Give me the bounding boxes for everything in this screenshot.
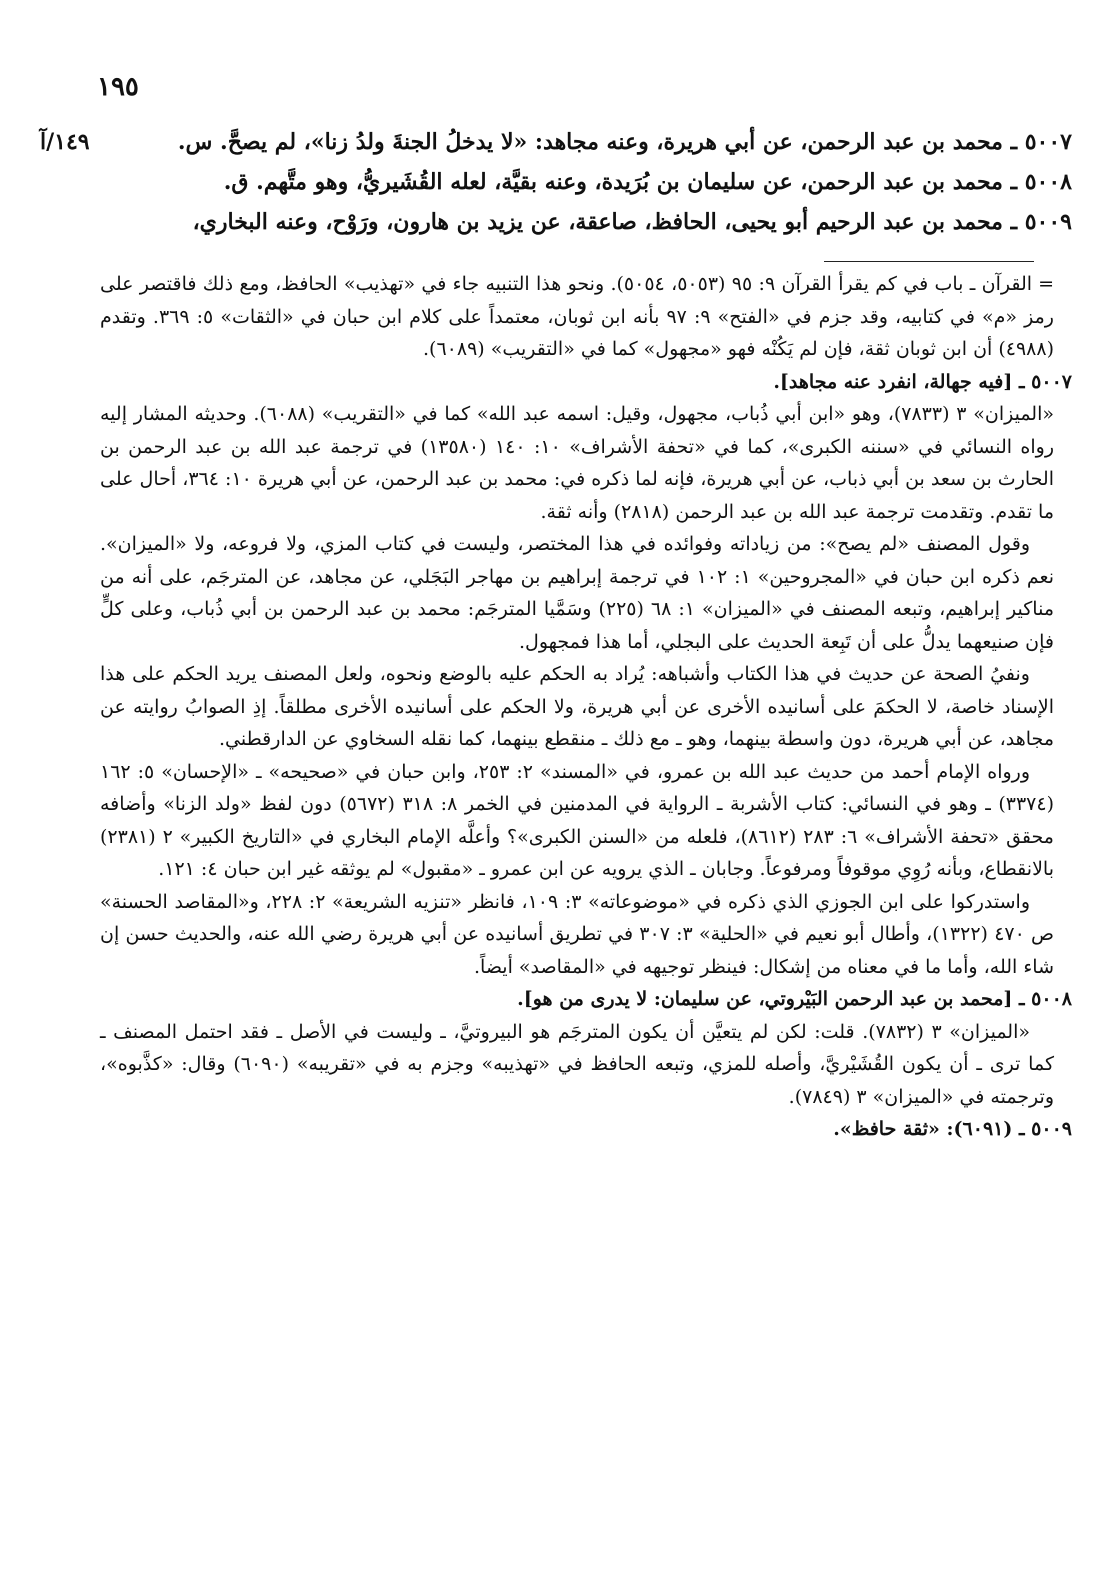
folio-marker: ١٤٩/آ — [40, 129, 90, 155]
footnote-divider — [824, 261, 1034, 262]
entry-text: ٥٠٠٨ ـ محمد بن عبد الرحمن، عن سليمان بن بُرَيدة، وعنه بقيَّة، لعله القُشَيريُّ، وهو متَّهم. ق. — [223, 169, 1072, 195]
main-entries — [40, 122, 1072, 242]
note-5009 — [100, 1113, 1072, 1146]
page-number: ١٩٥ — [97, 72, 139, 102]
note-paragraph: «الميزان» ٣ (٧٨٣٣)، وهو «ابن أبي ذُباب، مجهول، وقيل: اسمه عبد الله» كما في «التقريب» (٦٠٨٨). وحديثه المشار إليه رواه النسائي في «سننه الكبرى»، كما في «تحفة الأشراف» ١٠: ١٤٠ (١٣٥٨٠) في ترجمة عبد الله بن عبد الرحمن بن الحارث بن سعد بن أبي ذباب، عن أبي هريرة، فإنه لما ذكره في: محمد بن عبد الرحمن، عن أبي هريرة ١٠: ٣٦٤، أحال على ما تقدم. وتقدمت ترجمة عبد الله بن عبد الرحمن (٢٨١٨) وأنه ثقة. — [100, 403, 1054, 523]
entry-text: ٥٠٠٧ ـ محمد بن عبد الرحمن، عن أبي هريرة، وعنه مجاهد: «لا يدخلُ الجنةَ ولدُ زنا»، لم يصحَّ. س. — [177, 129, 1072, 155]
footnotes — [100, 268, 1072, 1146]
note-paragraph: ونفيُ الصحة عن حديث في هذا الكتاب وأشباهه: يُراد به الحكم عليه بالوضع ونحوه، ولعل المصنف يريد الحكم على هذا الإسناد خاصة، لا الحكمَ على أسانيده الأخرى عن أبي هريرة، ولا الحكم على أسانيده الأخرى مطلقاً. إذِ الصوابُ روايته عن مجاهد، عن أبي هريرة، دون واسطة بينهما، وهو ـ مع ذلك ـ منقطع بينهما، كما نقله السخاوي عن الدارقطني. — [100, 663, 1054, 750]
continuation-marker: = — [1038, 273, 1055, 295]
note-paragraph: ورواه الإمام أحمد من حديث عبد الله بن عمرو، في «المسند» ٢: ٢٥٣، وابن حبان في «صحيحه» ـ «الإحسان» ٥: ١٦٢ (٣٣٧٤) ـ وهو في النسائي: كتاب الأشربة ـ الرواية في المدمنين في الخمر ٨: ٣١٨ (٥٦٧٢) دون لفظ «ولد الزنا» وأضافه محقق «تحفة الأشراف» ٦: ٢٨٣ (٨٦١٢)، فلعله من «السنن الكبرى»؟ وأعلَّه الإمام البخاري في «التاريخ الكبير» ٢ (٢٣٨١) بالانقطاع، وبأنه رُوِي موقوفاً ومرفوعاً. وجابان ـ الذي يرويه عن ابن عمرو ـ «مقبول» لم يوثقه غير ابن حبان ٤: ١٢١. — [100, 760, 1054, 880]
note-paragraph: وقول المصنف «لم يصح»: من زياداته وفوائده في هذا المختصر، وليست في كتاب المزي، ولا فروعه، ولا «الميزان». نعم ذكره ابن حبان في «المجروحين» ١: ١٠٢ في ترجمة إبراهيم بن مهاجر البَجَلي، عن مجاهد، عن المترجَم، على أنه من مناكير إبراهيم، وتبعه المصنف في «الميزان» ١: ٦٨ (٢٢٥) وسَمَّيا المترجَم: محمد بن عبد الرحمن بن أبي ذُباب، وعلى كلٍّ فإن صنيعهما يدلُّ على أن تَبِعة الحديث على البجلي، أما هذا فمجهول. — [100, 533, 1054, 653]
entry-5007 — [40, 122, 1072, 162]
note-paragraph: واستدركوا على ابن الجوزي الذي ذكره في «موضوعاته» ٣: ١٠٩، فانظر «تنزيه الشريعة» ٢: ٢٢٨، و«المقاصد الحسنة» ص ٤٧٠ (١٣٢٢)، وأطال أبو نعيم في «الحلية» ٣: ٣٠٧ في تطريق أسانيده عن أبي هريرة رضي الله عنه، والحديث حسن إن شاء الله، وأما ما في معناه من إشكال: فينظر توجيهه في «المقاصد» أيضاً. — [100, 890, 1055, 978]
note-heading: ٥٠٠٨ ـ [محمد بن عبد الرحمن البَيْروتي، عن سليمان: لا يدرى من هو]. — [517, 988, 1072, 1010]
note-heading: ٥٠٠٧ ـ [فيه جهالة، انفرد عنه مجاهد]. — [773, 370, 1072, 393]
entry-text: ٥٠٠٩ ـ محمد بن عبد الرحيم أبو يحيى، الحافظ، صاعقة، عن يزيد بن هارون، ورَوْح، وعنه البخاري، — [192, 209, 1072, 235]
note-heading: ٥٠٠٩ ـ (٦٠٩١): «ثقة حافظ». — [833, 1118, 1072, 1140]
note-continuation — [100, 268, 1072, 366]
note-paragraph: «الميزان» ٣ (٧٨٣٢). قلت: لكن لم يتعيَّن أن يكون المترجَم هو البيروتيَّ، ـ وليست في الأصل ـ فقد احتمل المصنف ـ كما ترى ـ أن يكون القُشَيْريَّ، وأصله للمزي، وتبعه الحافظ في «تهذيبه» وجزم به في «تقريبه» (٦٠٩٠) وقال: «كذَّبوه»، وترجمته في «الميزان» ٣ (٧٨٤٩). — [100, 1020, 1054, 1108]
entry-5008 — [92, 162, 1072, 202]
note-5007 — [100, 366, 1072, 984]
note-continuation-text: القرآن ـ باب في كم يقرأ القرآن ٩: ٩٥ (٥٠٥٣، ٥٠٥٤). ونحو هذا التنبيه جاء في «تهذيب» الحافظ، ومع ذلك فاقتصر على رمز «م» في كتابيه، وقد جزم في «الفتح» ٩: ٩٧ بأنه ابن ثوبان، معتمداً على كلام ابن حبان في «الثقات» ٥: ٣٦٩. وتقدم (٤٩٨٨) أن ابن ثوبان ثقة، فإن لم يَكُنْه فهو «مجهول» كما في «التقريب» (٦٠٨٩). — [100, 273, 1054, 360]
note-5008 — [100, 983, 1072, 1113]
entry-5009 — [92, 202, 1072, 242]
